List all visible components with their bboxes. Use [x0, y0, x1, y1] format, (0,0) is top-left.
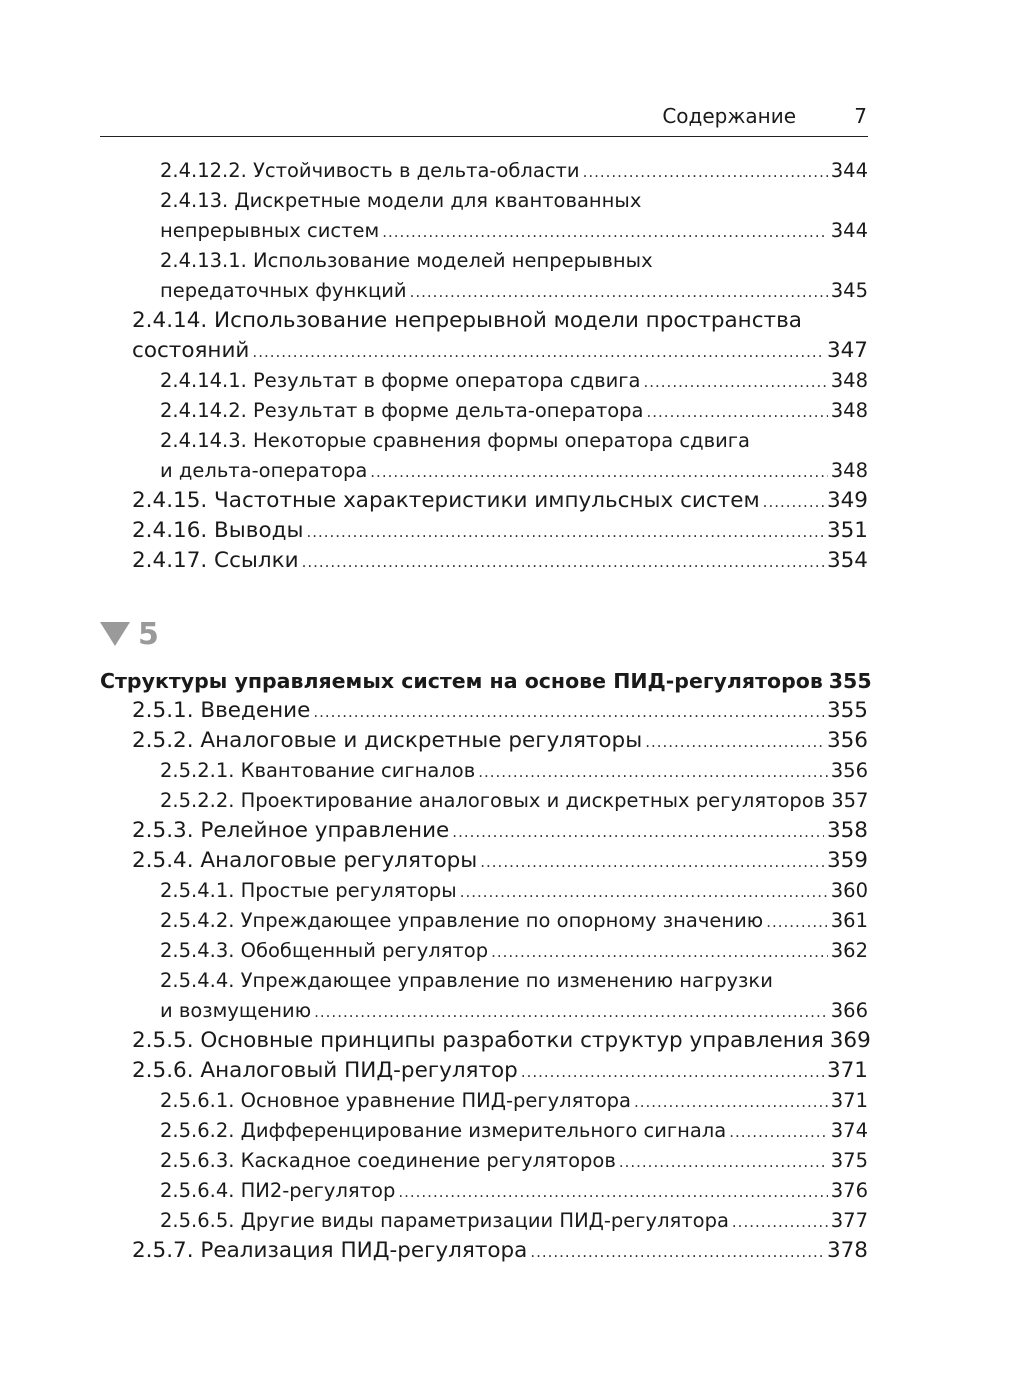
toc-entry-title: 2.5.6.1. Основное уравнение ПИД-регулятора: [160, 1089, 631, 1112]
toc-entry-page: 356: [826, 728, 868, 753]
dot-leader: [313, 697, 824, 727]
dot-leader: [370, 457, 827, 487]
toc-entry[interactable]: [100, 1086, 868, 1116]
dot-leader: [480, 847, 824, 877]
toc-entry-page: 348: [830, 459, 868, 482]
toc-entry[interactable]: [100, 996, 868, 1026]
toc-entry[interactable]: [100, 876, 868, 906]
toc-entry-title: 2.5.6.4. ПИ2-регулятор: [160, 1179, 396, 1202]
toc-entry-page: 376: [830, 1179, 868, 1202]
dot-leader: [302, 547, 824, 577]
toc-entry[interactable]: [100, 396, 868, 426]
toc-entry-title: 2.4.17. Ссылки: [132, 548, 299, 573]
dot-leader: [306, 517, 824, 547]
page-number: 7: [854, 104, 867, 128]
dot-leader: [643, 367, 827, 397]
toc-entry-page: 351: [826, 518, 868, 543]
running-header: [100, 102, 868, 137]
toc-entry[interactable]: [100, 186, 868, 216]
dot-leader: [634, 1087, 828, 1117]
toc-entry-page: 348: [830, 369, 868, 392]
dot-leader: [647, 397, 828, 427]
toc-entry-title: 2.4.14.1. Результат в форме оператора сдвига: [160, 369, 641, 392]
toc-entry[interactable]: [100, 216, 868, 246]
toc-entry-title: 2.5.4.3. Обобщенный регулятор: [160, 939, 489, 962]
dot-leader: [478, 757, 828, 787]
toc-entry-title: Структуры управляемых систем на основе ПИД-регуляторов: [100, 669, 823, 693]
toc-entry[interactable]: [100, 936, 868, 966]
chapter-title-entry[interactable]: [100, 666, 872, 696]
toc-entry[interactable]: [100, 1206, 868, 1236]
toc-entry-title: 2.4.14.3. Некоторые сравнения формы оператора сдвига: [160, 429, 750, 452]
toc-entry[interactable]: [100, 516, 868, 546]
toc-entry[interactable]: [100, 456, 868, 486]
toc-entry[interactable]: [100, 1056, 868, 1086]
toc-entry-page: 356: [830, 759, 868, 782]
triangle-down-icon: [100, 622, 130, 646]
running-header-title: Содержание: [662, 104, 796, 128]
toc-entry-page: 344: [830, 219, 868, 242]
toc-entry-page: 355: [828, 669, 872, 693]
dot-leader: [460, 877, 828, 907]
toc-entry-title: непрерывных систем: [160, 219, 380, 242]
toc-entry-page: 374: [830, 1119, 868, 1142]
toc-entry-page: 344: [830, 159, 868, 182]
chapter-number: 5: [138, 616, 159, 652]
toc-entry-page: 347: [826, 338, 868, 363]
dot-leader: [314, 997, 828, 1027]
dot-leader: [410, 277, 828, 307]
toc-entry-page: 349: [826, 488, 868, 513]
toc-entry-title: 2.5.5. Основные принципы разработки структур управления: [132, 1028, 824, 1053]
toc-entry-page: 375: [830, 1149, 868, 1172]
toc-entry[interactable]: [100, 726, 868, 756]
toc-entry-title: 2.5.7. Реализация ПИД-регулятора: [132, 1238, 528, 1263]
toc-entry-title: 2.5.4.1. Простые регуляторы: [160, 879, 457, 902]
toc-entry-page: 345: [830, 279, 868, 302]
toc-entry[interactable]: [100, 336, 868, 366]
toc-entry-title: 2.4.12.2. Устойчивость в дельта-области: [160, 159, 580, 182]
toc-entry[interactable]: [100, 1236, 868, 1266]
toc-entry-title: 2.5.4.4. Упреждающее управление по изменению нагрузки: [160, 969, 773, 992]
dot-leader: [530, 1237, 824, 1267]
toc-entry[interactable]: [100, 486, 868, 516]
dot-leader: [521, 1057, 824, 1087]
toc-entry[interactable]: [100, 816, 868, 846]
toc-entry[interactable]: [100, 906, 868, 936]
toc-entry-title: и возмущению: [160, 999, 312, 1022]
toc-entry-title: 2.5.3. Релейное управление: [132, 818, 450, 843]
dot-leader: [252, 337, 824, 367]
toc-entry-page: 357: [831, 789, 869, 812]
dot-leader: [766, 907, 828, 937]
toc-chapter-5: [100, 666, 872, 1266]
toc-entry[interactable]: [100, 1146, 868, 1176]
toc-entry[interactable]: [100, 246, 868, 276]
toc-entry-title: передаточных функций: [160, 279, 407, 302]
toc-entry-title: 2.4.14. Использование непрерывной модели пространства: [132, 308, 802, 333]
dot-leader: [382, 217, 828, 247]
toc-entry[interactable]: [100, 1176, 868, 1206]
toc-entry-title: 2.5.4. Аналоговые регуляторы: [132, 848, 478, 873]
toc-entry-page: 358: [826, 818, 868, 843]
dot-leader: [763, 487, 824, 517]
toc-section-continued: [100, 156, 868, 576]
dot-leader: [619, 1147, 828, 1177]
toc-entry[interactable]: [100, 756, 868, 786]
toc-entry-page: 359: [826, 848, 868, 873]
dot-leader: [452, 817, 824, 847]
toc-entry-title: 2.5.6.3. Каскадное соединение регуляторов: [160, 1149, 616, 1172]
toc-entry-title: 2.4.16. Выводы: [132, 518, 304, 543]
toc-entry[interactable]: [100, 366, 868, 396]
toc-entry[interactable]: [100, 306, 868, 336]
toc-entry-title: 2.5.2.1. Квантование сигналов: [160, 759, 476, 782]
toc-entry-title: 2.5.1. Введение: [132, 698, 311, 723]
toc-entry[interactable]: [100, 276, 868, 306]
toc-entry[interactable]: [100, 546, 868, 576]
toc-entry-page: 361: [830, 909, 868, 932]
toc-entry[interactable]: [100, 156, 868, 186]
toc-entry-page: 360: [830, 879, 868, 902]
toc-entry-title: 2.4.14.2. Результат в форме дельта-оператора: [160, 399, 644, 422]
chapter-heading: [100, 614, 159, 654]
toc-entry-title: 2.5.2.2. Проектирование аналоговых и дискретных регуляторов: [160, 789, 826, 812]
dot-leader: [398, 1177, 827, 1207]
toc-entry-title: 2.5.6.5. Другие виды параметризации ПИД-регулятора: [160, 1209, 729, 1232]
toc-entry[interactable]: [100, 426, 868, 456]
toc-entry-title: 2.5.2. Аналоговые и дискретные регуляторы: [132, 728, 643, 753]
toc-entry-title: 2.5.6.2. Дифференцирование измерительного сигнала: [160, 1119, 727, 1142]
toc-entry-title: 2.5.4.2. Упреждающее управление по опорному значению: [160, 909, 764, 932]
toc-entry-page: 377: [830, 1209, 868, 1232]
toc-entry-page: 366: [830, 999, 868, 1022]
dot-leader: [732, 1207, 828, 1237]
toc-entry[interactable]: [100, 696, 868, 726]
dot-leader: [583, 157, 828, 187]
toc-entry-title: 2.4.15. Частотные характеристики импульсных систем: [132, 488, 760, 513]
toc-entry-title: 2.4.13.1. Использование моделей непрерывных: [160, 249, 653, 272]
toc-entry[interactable]: [100, 786, 868, 816]
toc-entry-page: 362: [830, 939, 868, 962]
toc-entry[interactable]: [100, 846, 868, 876]
toc-entry-title: 2.4.13. Дискретные модели для квантованных: [160, 189, 642, 212]
toc-entry-page: 371: [830, 1089, 868, 1112]
toc-entry[interactable]: [100, 966, 868, 996]
dot-leader: [729, 1117, 828, 1147]
toc-entry-page: 378: [826, 1238, 868, 1263]
toc-entry-page: 369: [829, 1028, 871, 1053]
toc-entry-page: 348: [830, 399, 868, 422]
toc-entry-page: 355: [826, 698, 868, 723]
dot-leader: [491, 937, 828, 967]
toc-entry-page: 371: [826, 1058, 868, 1083]
toc-entry-page: 354: [826, 548, 868, 573]
toc-entry-title: 2.5.6. Аналоговый ПИД-регулятор: [132, 1058, 518, 1083]
toc-entry[interactable]: [100, 1026, 871, 1056]
toc-entry-title: состояний: [132, 338, 250, 363]
toc-entry[interactable]: [100, 1116, 868, 1146]
toc-entry-title: и дельта-оператора: [160, 459, 368, 482]
dot-leader: [645, 727, 824, 757]
